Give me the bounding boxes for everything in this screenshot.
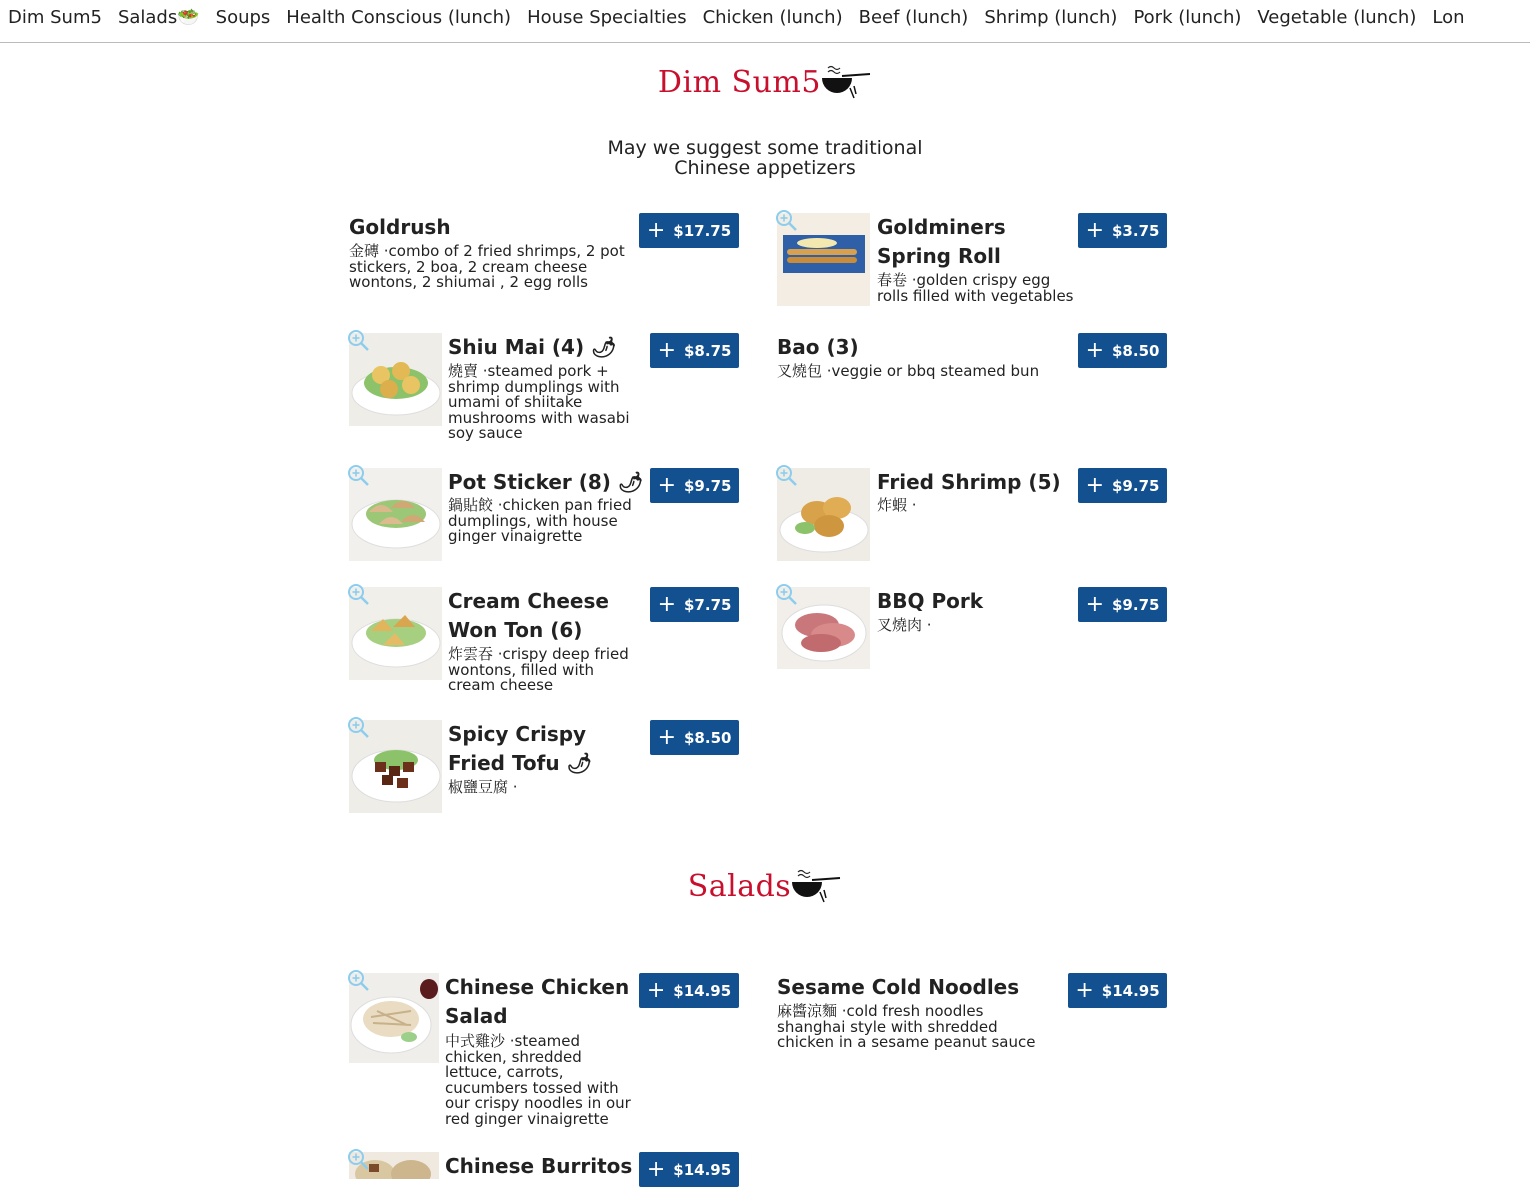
add-to-cart-button[interactable] — [650, 720, 739, 755]
item-description: 金磚 ·combo of 2 fried shrimps, 2 pot stickers, 2 boa, 2 cream cheese wontons, 2 shiumai , 2 egg rolls — [349, 242, 625, 291]
item-price: $9.75 — [1112, 476, 1160, 495]
zoom-in-icon[interactable] — [347, 583, 371, 607]
item-name: Goldrush — [349, 215, 451, 239]
noodle-bowl-icon — [818, 64, 872, 100]
item-price: $9.75 — [684, 476, 732, 495]
nav-item-beef[interactable]: Beef (lunch) — [858, 7, 969, 28]
plus-icon: + — [1085, 337, 1104, 363]
item-price: $9.75 — [1112, 595, 1160, 614]
item-name: Chinese Chicken Salad — [445, 975, 630, 1028]
plus-icon: + — [1075, 977, 1094, 1003]
zoom-in-icon[interactable] — [775, 209, 799, 233]
item-name: Sesame Cold Noodles — [777, 975, 1020, 999]
plus-icon: + — [657, 591, 676, 617]
add-to-cart-button[interactable] — [1078, 333, 1167, 368]
item-price: $8.75 — [684, 341, 732, 360]
item-description: 叉燒包 ·veggie or bbq steamed bun — [777, 362, 1040, 380]
section-title-dim-sum: Dim Sum5 — [657, 64, 821, 100]
add-to-cart-button[interactable] — [1078, 213, 1167, 248]
plus-icon: + — [657, 724, 676, 750]
nav-item-vegetable[interactable]: Vegetable (lunch) — [1257, 7, 1417, 28]
item-description: 叉燒肉 · — [877, 616, 932, 634]
nav-item-chicken[interactable]: Chicken (lunch) — [702, 7, 843, 28]
nav-item-soups[interactable]: Soups — [215, 7, 271, 28]
plus-icon: + — [1085, 472, 1104, 498]
item-name: Spicy Crispy Fried Tofu 🌶 — [448, 722, 592, 775]
item-description: 燒賣 ·steamed pork + shrimp dumplings with umami of shiitake mushrooms with wasabi soy sauce — [448, 362, 630, 442]
plus-icon: + — [646, 1156, 666, 1182]
add-to-cart-button[interactable] — [1078, 468, 1167, 503]
item-price: $14.95 — [1101, 981, 1160, 1000]
item-description: 炸雲吞 ·crispy deep fried wontons, filled with cream cheese — [448, 645, 629, 694]
nav-item-shrimp[interactable]: Shrimp (lunch) — [984, 7, 1118, 28]
nav-item-dim-sum[interactable]: Dim Sum5 — [8, 7, 102, 28]
noodle-bowl-icon — [788, 868, 842, 904]
plus-icon: + — [1085, 591, 1104, 617]
item-name: Pot Sticker (8) 🌶 — [448, 470, 644, 494]
plus-icon: + — [657, 472, 676, 498]
zoom-in-icon[interactable] — [347, 329, 371, 353]
item-description: 鍋貼餃 ·chicken pan fried dumplings, with house ginger vinaigrette — [448, 496, 632, 545]
item-description: 椒鹽豆腐 · — [448, 778, 518, 796]
salads-header — [0, 868, 1530, 904]
item-name: Shiu Mai (4) 🌶 — [448, 335, 617, 359]
item-name: Fried Shrimp (5) — [877, 470, 1061, 494]
add-to-cart-button[interactable] — [639, 973, 739, 1008]
add-to-cart-button[interactable] — [650, 587, 739, 622]
nav-item-salads[interactable]: Salads🥗 — [117, 7, 200, 28]
add-to-cart-button[interactable] — [639, 213, 739, 248]
zoom-in-icon[interactable] — [347, 464, 371, 488]
add-to-cart-button[interactable] — [1068, 973, 1167, 1008]
subtitle-line-1: May we suggest some traditional — [607, 137, 923, 159]
section-subtitle — [565, 138, 965, 178]
item-name: Bao (3) — [777, 335, 859, 359]
plus-icon: + — [646, 977, 666, 1003]
dim-sum-header — [0, 64, 1530, 100]
item-price: $17.75 — [673, 221, 732, 240]
item-name: BBQ Pork — [877, 589, 984, 613]
plus-icon: + — [646, 217, 666, 243]
add-to-cart-button[interactable] — [1078, 587, 1167, 622]
zoom-in-icon[interactable] — [775, 583, 799, 607]
add-to-cart-button[interactable] — [650, 468, 739, 503]
section-title-salads: Salads — [687, 868, 792, 904]
item-price: $8.50 — [1112, 341, 1160, 360]
add-to-cart-button[interactable] — [650, 333, 739, 368]
item-price: $3.75 — [1112, 221, 1160, 240]
nav-item-lon[interactable]: Lon — [1432, 7, 1465, 28]
add-to-cart-button[interactable] — [639, 1152, 739, 1187]
item-description: 炸蝦 · — [877, 496, 917, 514]
item-description: 麻醬涼麵 ·cold fresh noodles shanghai style with shredded chicken in a sesame peanut sauce — [777, 1002, 1036, 1051]
item-price: $14.95 — [673, 981, 732, 1000]
zoom-in-icon[interactable] — [347, 969, 371, 993]
item-price: $8.50 — [684, 728, 732, 747]
subtitle-line-2: Chinese appetizers — [674, 157, 856, 179]
item-name: Chinese Burritos — [445, 1154, 633, 1178]
zoom-in-icon[interactable] — [347, 1148, 371, 1172]
zoom-in-icon[interactable] — [775, 464, 799, 488]
category-nav — [0, 0, 1530, 43]
nav-item-house-specialties[interactable]: House Specialties — [527, 7, 687, 28]
nav-item-health-conscious[interactable]: Health Conscious (lunch) — [286, 7, 512, 28]
item-name: Goldminers Spring Roll — [877, 215, 1006, 268]
nav-item-pork[interactable]: Pork (lunch) — [1133, 7, 1242, 28]
item-price: $7.75 — [684, 595, 732, 614]
item-description: 中式雞沙 ·steamed chicken, shredded lettuce, carrots, cucumbers tossed with our crispy noodles in our red ginger vinaigrette — [445, 1032, 631, 1128]
plus-icon: + — [1085, 217, 1104, 243]
zoom-in-icon[interactable] — [347, 716, 371, 740]
item-description: 春卷 ·golden crispy egg rolls filled with vegetables — [877, 271, 1074, 305]
item-price: $14.95 — [673, 1160, 732, 1179]
plus-icon: + — [657, 337, 676, 363]
item-name: Cream Cheese Won Ton (6) — [448, 589, 609, 642]
